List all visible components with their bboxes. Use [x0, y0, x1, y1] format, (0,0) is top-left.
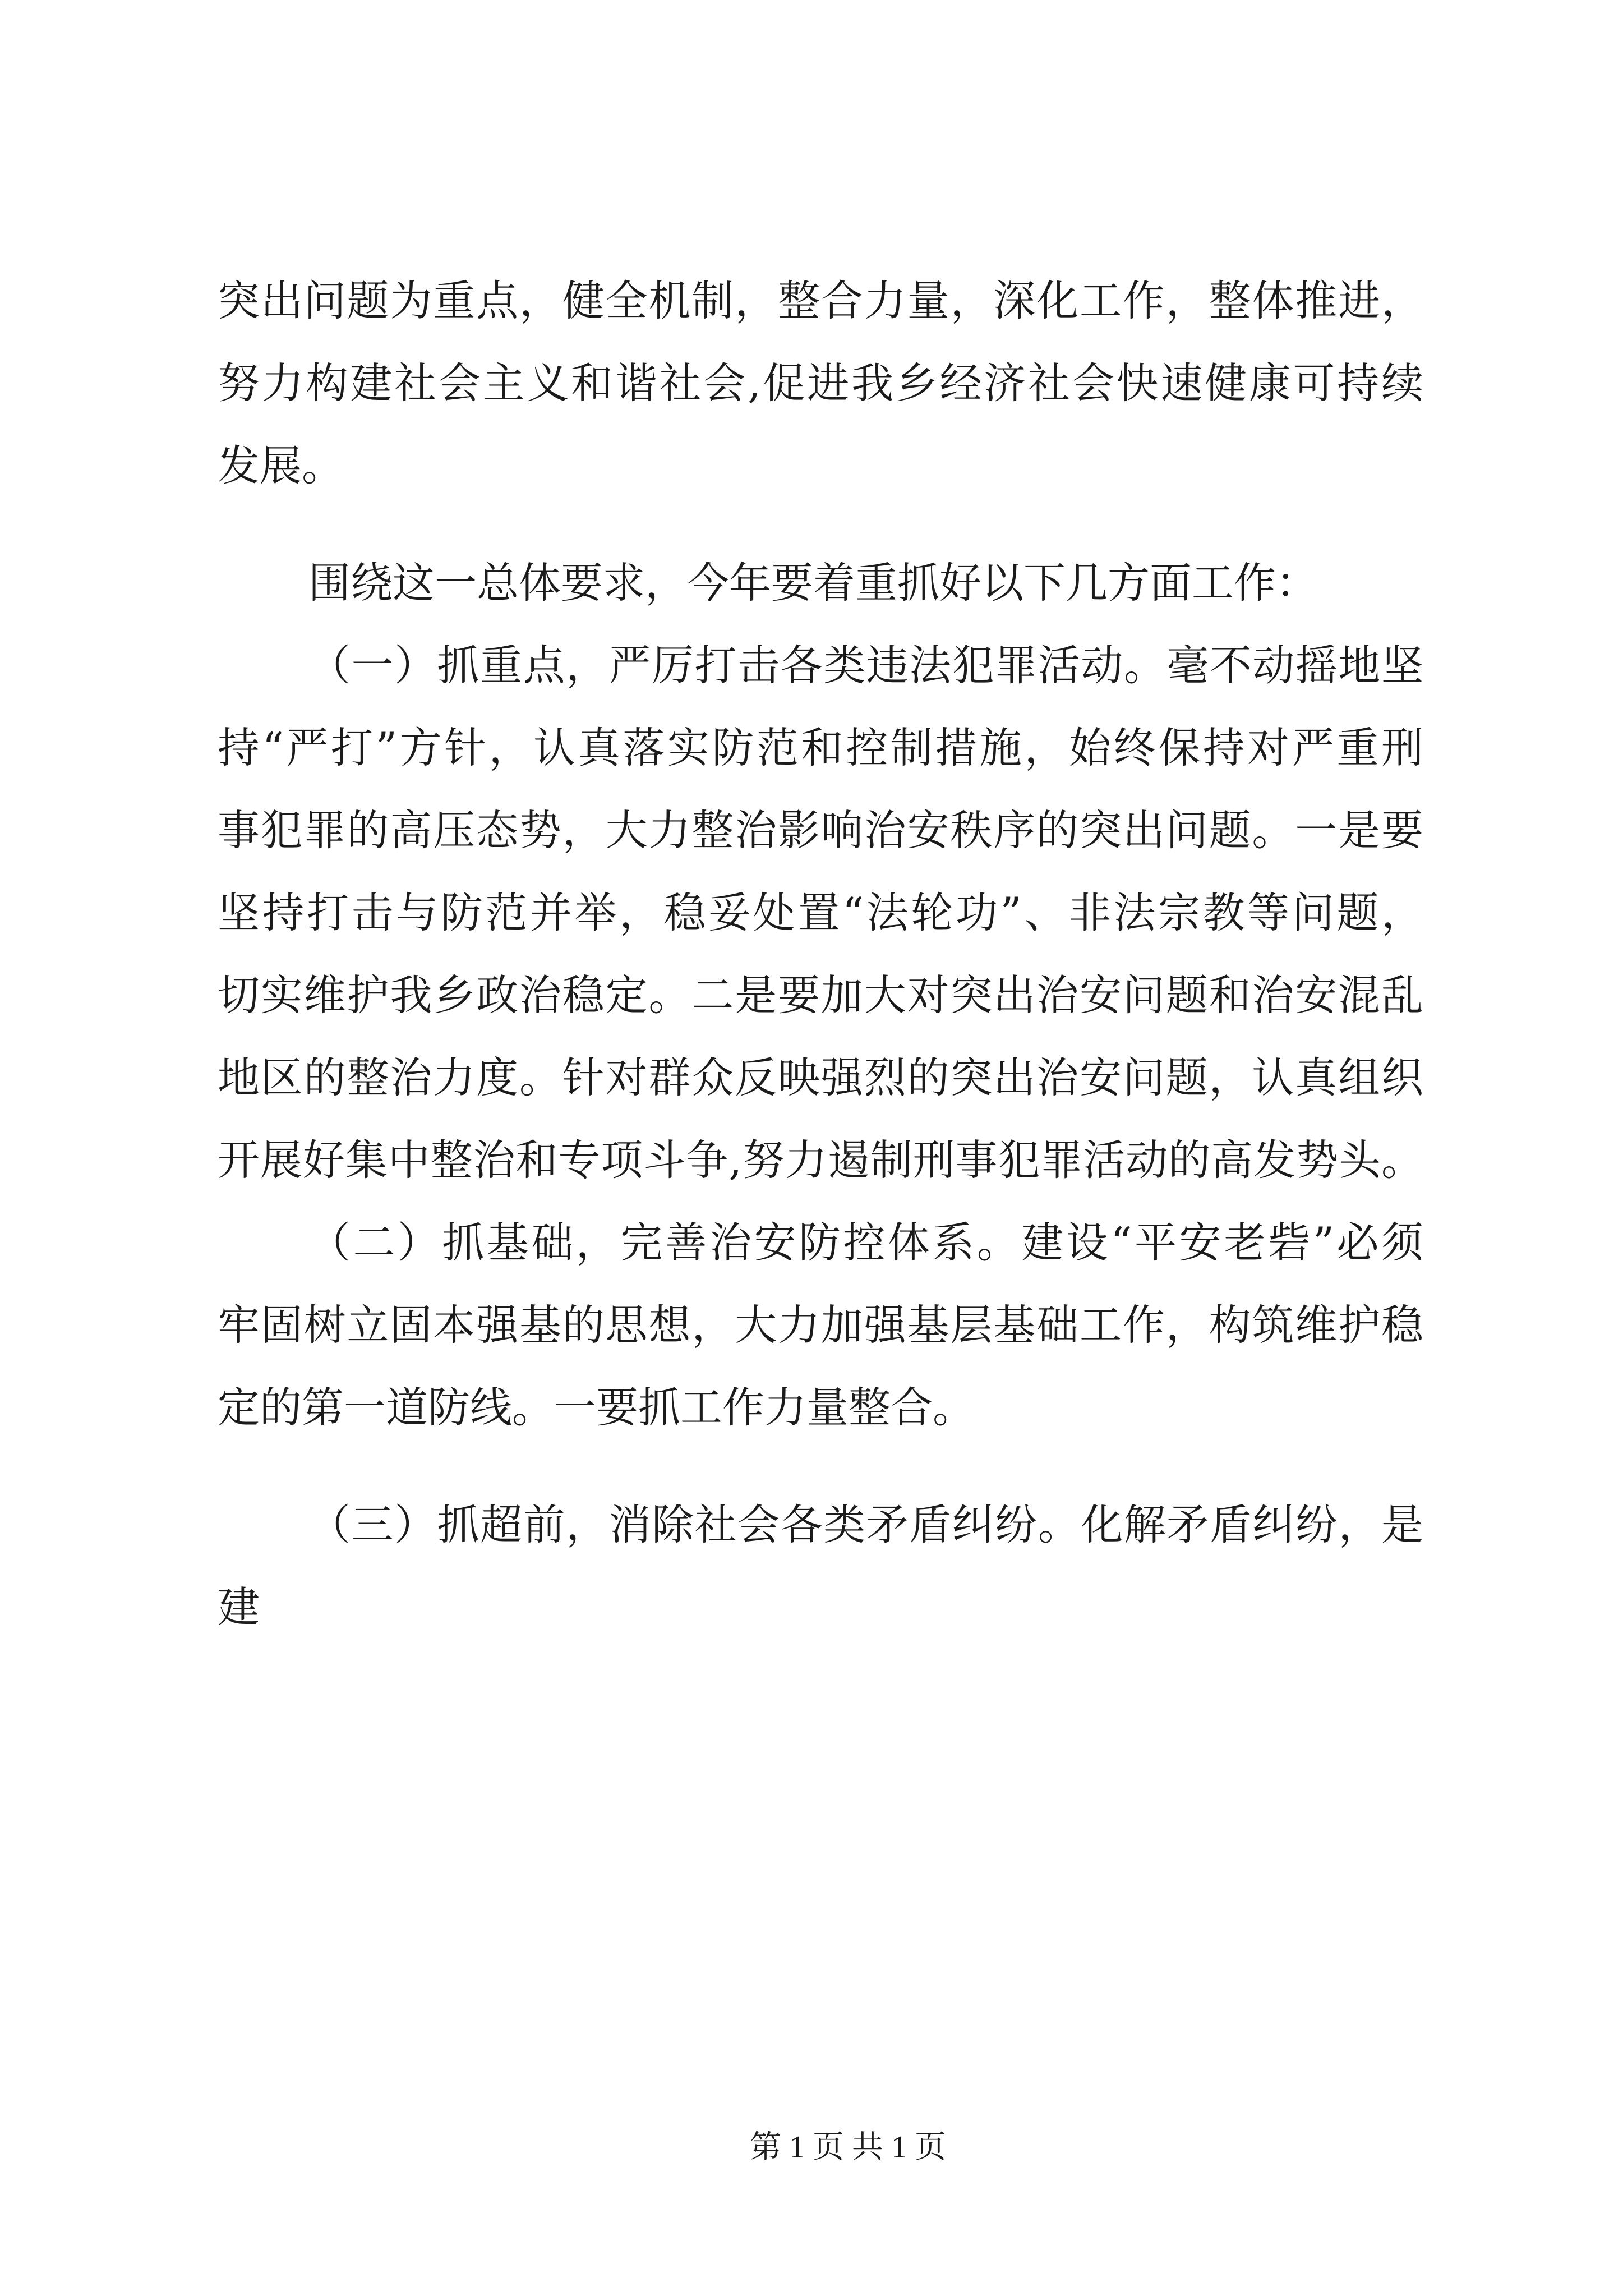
page-footer: 第 1 页 共 1 页: [750, 2130, 946, 2165]
text-line: （一）抓重点，严厉打击各类违法犯罪活动。毫不动摇地坚: [308, 641, 1423, 690]
text-line: 开展好集中整治和专项斗争,努力遏制刑事犯罪活动的高发势头。: [218, 1135, 1423, 1185]
text-line: 努力构建社会主义和谐社会,促进我乡经济社会快速健康可持续: [218, 358, 1423, 408]
text-line: 发展。: [218, 441, 344, 490]
text-line: 建: [218, 1582, 260, 1632]
text-line: 事犯罪的高压态势，大力整治影响治安秩序的突出问题。一是要: [218, 806, 1423, 855]
text-line: 持“严打”方针，认真落实防范和控制措施，始终保持对严重刑: [218, 723, 1423, 772]
text-line: 切实维护我乡政治稳定。二是要加大对突出治安问题和治安混乱: [218, 970, 1423, 1020]
text-line: 突出问题为重点，健全机制，整合力量，深化工作，整体推进，: [218, 276, 1423, 325]
text-line: 坚持打击与防范并举，稳妥处置“法轮功”、非法宗教等问题，: [218, 888, 1423, 937]
text-line: 定的第一道防线。一要抓工作力量整合。: [218, 1383, 975, 1432]
paragraph: [218, 1202, 1423, 1449]
paragraph: [218, 542, 1423, 624]
paragraph: [218, 624, 1423, 1202]
text-line: （三）抓超前，消除社会各类矛盾纠纷。化解矛盾纠纷，是: [308, 1500, 1423, 1549]
text-line: 牢固树立固本强基的思想，大力加强基层基础工作，构筑维护稳: [218, 1300, 1423, 1350]
paragraph: [218, 1484, 1423, 1649]
text-line: 围绕这一总体要求，今年要着重抓好以下几方面工作：: [308, 558, 1318, 608]
paragraph: [218, 260, 1423, 507]
text-line: （二）抓基础，完善治安防控体系。建设“平安老砦”必须: [308, 1218, 1423, 1267]
document-body: [218, 260, 1423, 1649]
text-line: 地区的整治力度。针对群众反映强烈的突出治安问题，认真组织: [218, 1053, 1423, 1102]
